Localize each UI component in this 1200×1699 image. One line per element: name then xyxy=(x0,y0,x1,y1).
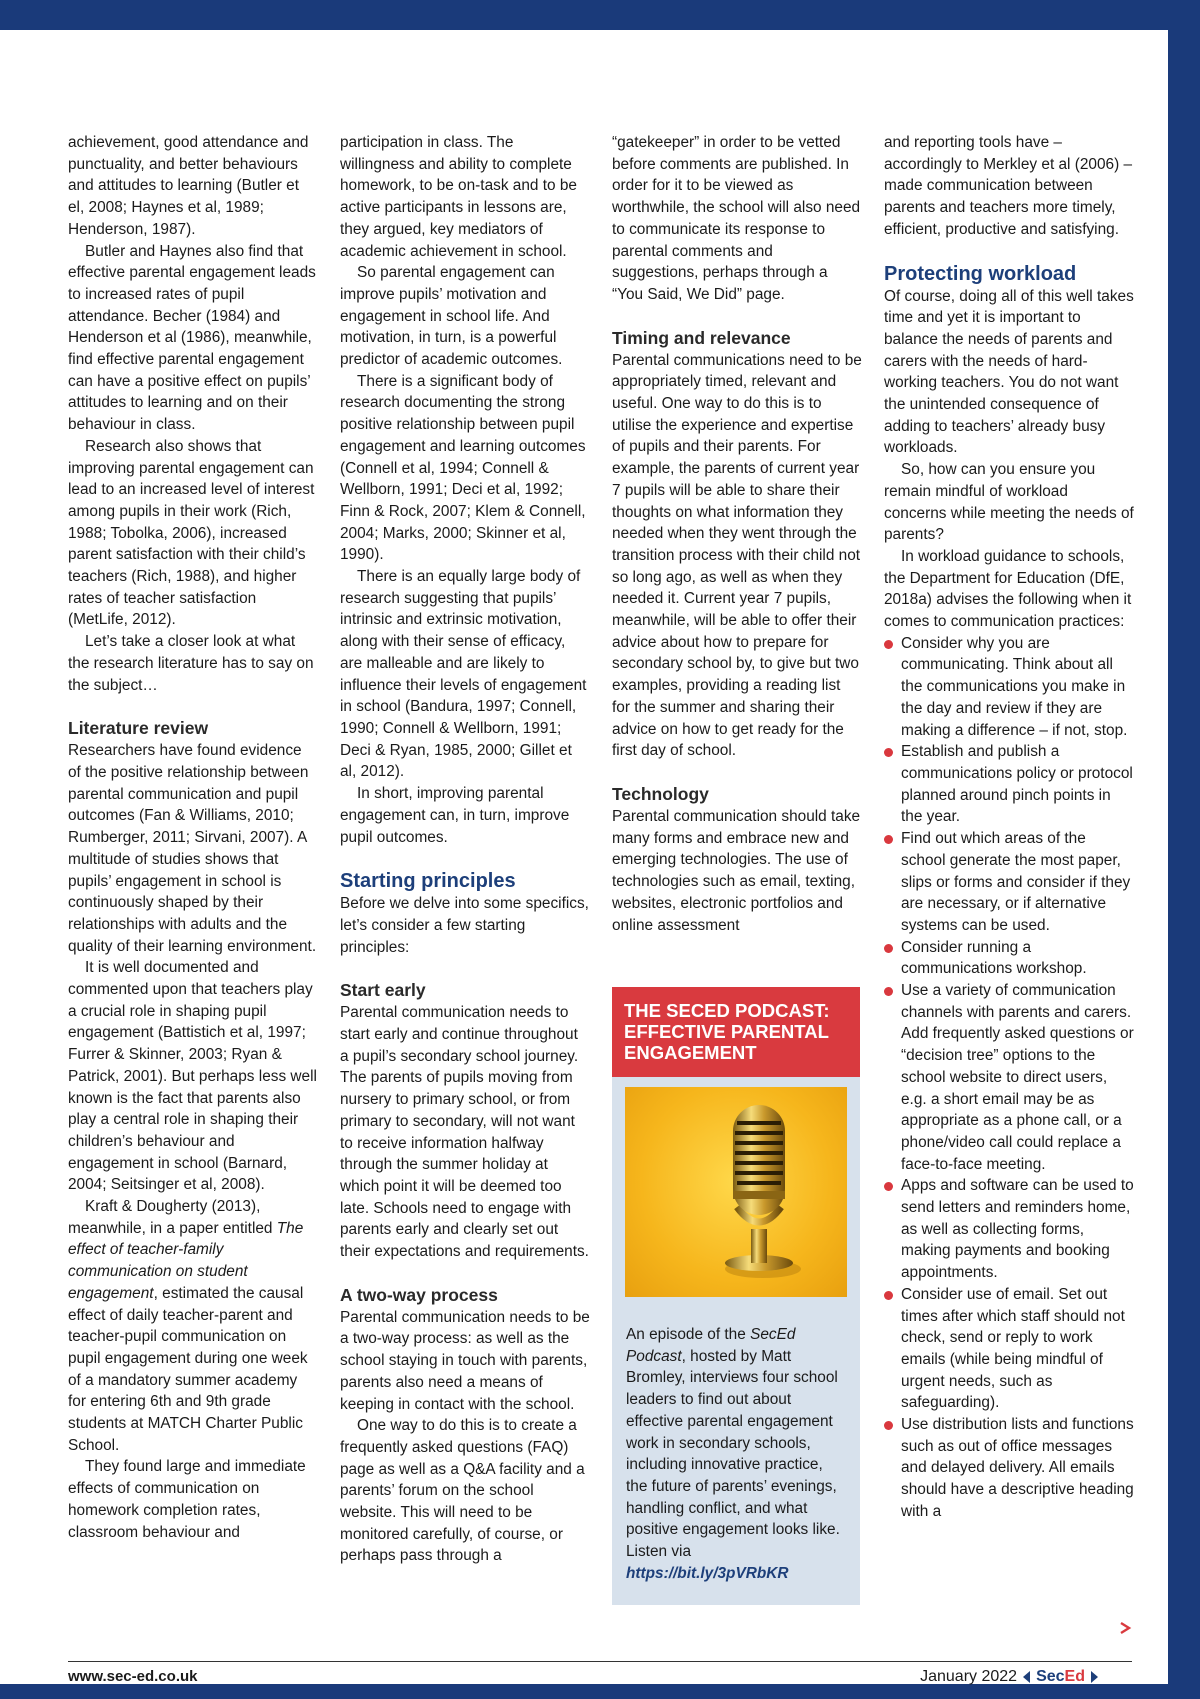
microphone-illustration xyxy=(625,1087,847,1297)
paragraph: In short, improving parental engagement can, in turn, improve pupil outcomes. xyxy=(340,785,570,846)
paragraph: and reporting tools have – accordingly to Merkley et al (2006) – made communication between parents and teachers more timely, efficient, productive and satisfying. xyxy=(884,134,1133,238)
microphone-icon xyxy=(625,1087,847,1297)
paragraph: So parental engagement can improve pupils’ motivation and engagement in school life. And motivation, in turn, is a powerful predictor of academic outcomes. xyxy=(340,264,563,369)
paragraph: It is well documented and commented upon that teachers play a crucial role in shaping pupil engagement (Battistich et al, 1997; Furrer & Skinner, 2003; Ryan & Patrick, 2001). But perhaps less well known is the fact that parents also play a central role in shaping their children’s behaviour and engagement in school (Barnard, 2004; Seitsinger et al, 2008). xyxy=(68,959,317,1194)
magazine-page xyxy=(0,30,1168,1684)
paragraph: participation in class. The willingness and ability to complete homework, to be on-task and to be active participants in lessons are, they argued, key mediators of academic achievement in school. xyxy=(340,134,577,260)
paragraph: One way to do this is to create a frequently asked questions (FAQ) page as well as a Q&A facility and a parents’ forum on the school website. This will need to be monitored carefully, of course, or perhaps pass through a xyxy=(340,1417,585,1565)
text-span: , estimated the causal effect of daily teacher-parent and teacher-pupil communication on pupil engagement during one week of a mandatory summer academy for entering 6th and 9th grade students at MATCH Charter Public School. xyxy=(68,1284,308,1454)
text-span: , hosted by Matt Bromley, interviews four school leaders to find out about effective parental engagement work in secondary schools, including innovative practice, the future of parents’ evenings, handling conflict, and what positive engagement looks like. Listen via xyxy=(626,1347,840,1561)
brand-logo xyxy=(1036,1668,1085,1686)
paragraph: Parental communication needs to be a two-way process: as well as the school staying in touch with parents, parents also need a means of keeping in contact with the school. xyxy=(340,1308,590,1413)
paragraph: So, how can you ensure you remain mindful of workload concerns while meeting the needs of parents? xyxy=(884,461,1134,544)
paragraph: “gatekeeper” in order to be vetted before comments are published. In order for it to be viewed as worthwhile, the school will also need to communicate its response to parental comments and suggestions, perhaps through a “You Said, We Did” page. xyxy=(612,134,861,303)
list-item-text: Consider use of email. Set out times after which staff should not check, send or reply to work emails (while being mindful of urgent needs, such as safeguarding). xyxy=(901,1285,1125,1412)
text-span: An episode of the xyxy=(626,1326,751,1343)
paragraph: Let’s take a closer look at what the research literature has to say on the subject… xyxy=(68,633,314,694)
bullet-icon xyxy=(884,987,893,996)
podcast-name: SecEd Podcast xyxy=(626,1326,796,1365)
paragraph: Parental communications need to be appropriately timed, relevant and useful. One way to do this is to utilise the experience and expertise of pupils and their parents. For example, the parents of current year 7 pupils will be able to share their thoughts on what information they needed when they went through the transition process with their child not so long ago, as well as when they needed it. Current year 7 pupils, meanwhile, will be able to offer their advice about how to prepare for secondary school by, to give but two examples, providing a reading list for the summer and sharing their advice on how to get ready for the first day of school. xyxy=(612,351,862,760)
paragraph: Butler and Haynes also find that effective parental engagement leads to increased rates of pupil attendance. Becher (1984) and Henderson et al (1986), meanwhile, find effective parental engagement can have a positive effect on pupils’ attitudes to learning and on their behaviour in class. xyxy=(68,242,316,434)
bullet-icon xyxy=(884,944,893,953)
paragraph: Parental communication needs to start early and continue throughout a pupil’s secondary school journey. The parents of pupils moving from nursery to primary school, or from primary to secondary, will not want to receive information halfway through the summer holiday at which point it will be deemed too late. Schools need to engage with parents early and clearly set out their expectations and requirements. xyxy=(340,1004,589,1261)
paragraph: In workload guidance to schools, the Department for Education (DfE, 2018a) advises the following when it comes to communication practices: xyxy=(884,547,1132,631)
list-item-text: Establish and publish a communications policy or protocol planned around pinch points in the year. xyxy=(901,743,1133,826)
list-item-text: Consider why you are communicating. Think about all the communications you make in the day and review if they are making a difference – if not, stop. xyxy=(901,634,1128,739)
list-item xyxy=(884,828,1134,937)
list-item xyxy=(884,937,1134,980)
podcast-box xyxy=(612,987,860,1605)
heading-starting-principles: Starting principles xyxy=(340,870,516,893)
triangle-left-icon xyxy=(1023,1671,1030,1683)
list-item xyxy=(884,1175,1134,1284)
subheading-start-early: Start early xyxy=(340,980,426,1001)
paragraph: They found large and immediate effects of communication on homework completion rates, classroom behaviour and xyxy=(68,1458,306,1541)
text-column-1 xyxy=(68,132,318,1543)
list-item xyxy=(884,1284,1134,1414)
guidance-list xyxy=(884,633,1134,1523)
podcast-description xyxy=(612,1324,860,1584)
bullet-icon xyxy=(884,1182,893,1191)
text-span: Kraft & Dougherty (2013), meanwhile, in a paper entitled xyxy=(68,1198,277,1237)
list-item-text: Find out which areas of the school generate the most paper, slips or forms and consider if they are necessary, or if alternative systems can be used. xyxy=(901,830,1131,934)
paragraph: Researchers have found evidence of the positive relationship between parental communication and pupil outcomes (Fan & Williams, 2010; Rumberger, 2011; Sirvani, 2007). A multitude of studies shows that pupils’ engagement in school is continuously shaped by their relationships with adults and the quality of their learning environment. xyxy=(68,742,317,955)
bullet-icon xyxy=(884,640,893,649)
heading-protecting-workload: Protecting workload xyxy=(884,262,1077,285)
paragraph: Before we delve into some specifics, let’s consider a few starting principles: xyxy=(340,895,589,956)
list-item-text: Use distribution lists and functions such as out of office messages and delayed delivery. All emails should have a descriptive heading with a xyxy=(901,1416,1134,1520)
triangle-right-icon xyxy=(1091,1671,1098,1683)
paragraph: Research also shows that improving parental engagement can lead to an increased level of interest among pupils in their work (Rich, 1988; Tobolka, 2006), increased parent satisfaction with their child’s teachers (Rich, 1988), and higher rates of teacher satisfaction (MetLife, 2012). xyxy=(68,437,315,629)
list-item xyxy=(884,1414,1134,1523)
paragraph: There is a significant body of research documenting the strong positive relationship between pupil engagement and learning outcomes (Connell et al, 1994; Connell & Wellborn, 1991; Deci et al, 1992; Finn & Rock, 2007; Klem & Connell, 2004; Marks, 2000; Skinner et al, 1990). xyxy=(340,372,586,564)
footer-divider xyxy=(68,1661,1132,1662)
bullet-icon xyxy=(884,1291,893,1300)
list-item-text: Apps and software can be used to send letters and reminders home, as well as collecting forms, making payments and booking appointments. xyxy=(901,1177,1134,1282)
list-item xyxy=(884,980,1134,1175)
brand-text-accent: Ed xyxy=(1064,1668,1085,1685)
podcast-title: THE SECED PODCAST: EFFECTIVE PARENTAL ENGAGEMENT xyxy=(612,987,860,1077)
list-item xyxy=(884,633,1134,742)
subheading-technology: Technology xyxy=(612,783,709,804)
footer-info xyxy=(920,1668,1098,1686)
list-item xyxy=(884,741,1134,828)
issue-date: January 2022 xyxy=(920,1668,1018,1685)
paper-title: The effect of teacher-family communication on student engagement xyxy=(68,1219,304,1302)
subheading-two-way-process: A two-way process xyxy=(340,1284,498,1305)
list-item-text: Use a variety of communication channels with parents and carers. Add frequently asked questions or “decision tree” options to the school website to direct users, e.g. a short email may be as appropriate as a phone call, or a phone/video call could replace a face-to-face meeting. xyxy=(901,982,1134,1173)
bullet-icon xyxy=(884,748,893,757)
paragraph: There is an equally large body of research suggesting that pupils’ intrinsic and extrinsic motivation, along with their sense of efficacy, are malleable and are likely to influence their levels of engagement in school (Bandura, 1997; Connell, 1990; Connell & Wellborn, 1991; Deci & Ryan, 1985, 2000; Gillet et al, 2012). xyxy=(340,568,587,781)
paragraph: achievement, good attendance and punctuality, and better behaviours and attitudes to learning (Butler et el, 2008; Haynes et al, 1989; Henderson, 1987). xyxy=(68,134,309,238)
text-column-2 xyxy=(340,132,590,1567)
subheading-timing-relevance: Timing and relevance xyxy=(612,327,791,348)
bullet-icon xyxy=(884,835,893,844)
list-item-text: Consider running a communications workshop. xyxy=(901,938,1087,978)
brand-text: Sec xyxy=(1036,1668,1065,1685)
footer-website[interactable]: www.sec-ed.co.uk xyxy=(68,1668,198,1685)
text-column-4 xyxy=(884,132,1134,1523)
bullet-icon xyxy=(884,1421,893,1430)
paragraph xyxy=(68,1196,318,1456)
paragraph: Of course, doing all of this well takes time and yet it is important to balance the needs of parents and carers with the needs of hard-working teachers. You do not want the unintended consequence of adding to teachers’ already busy workloads. xyxy=(884,287,1134,457)
podcast-link[interactable]: https://bit.ly/3pVRbKR xyxy=(626,1564,789,1582)
continue-arrow-icon xyxy=(1118,1621,1132,1635)
subheading-literature-review: Literature review xyxy=(68,718,209,739)
paragraph: Parental communication should take many forms and embrace new and emerging technologies. The use of technologies such as email, texting, websites, electronic portfolios and online assessment xyxy=(612,807,861,934)
text-column-3 xyxy=(612,132,862,936)
